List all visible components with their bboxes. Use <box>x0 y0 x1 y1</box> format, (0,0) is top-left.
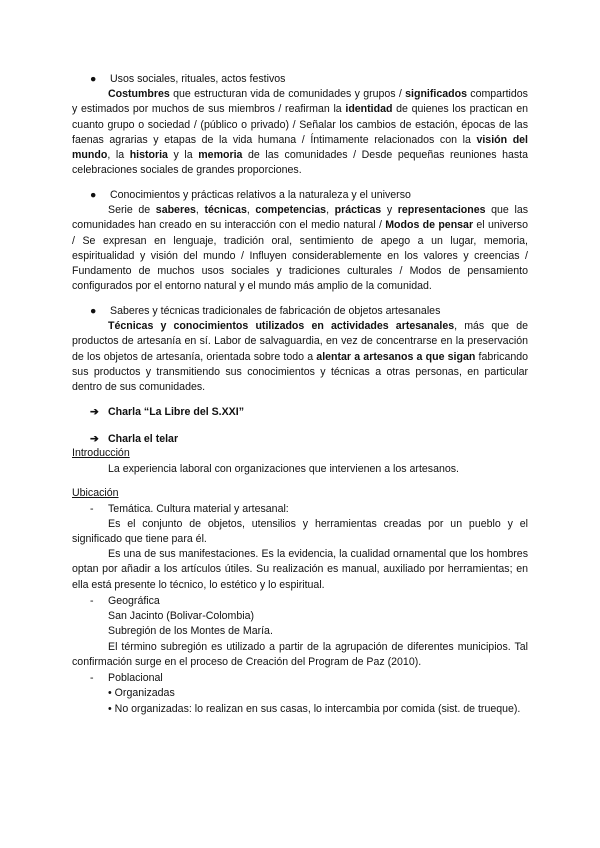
bullet-icon: ● <box>90 189 97 201</box>
heading-ubicacion: Ubicación <box>72 487 119 499</box>
emphasis-text: Técnicas y conocimientos utilizados en actividades artesanales <box>108 320 455 332</box>
emphasis-text: competencias <box>255 204 327 216</box>
paragraph-conocimientos <box>72 203 528 295</box>
body-text: Serie de <box>108 204 156 216</box>
body-text: , la <box>107 149 130 162</box>
emphasis-text: representaciones <box>397 204 486 216</box>
emphasis-text: saberes <box>155 204 196 216</box>
bullet-text: Conocimientos y prácticas relativos a la naturaleza y el universo <box>110 189 411 201</box>
body-text: y <box>381 204 398 216</box>
geografica-line-1: San Jacinto (Bolivar-Colombia) <box>108 610 255 622</box>
introduccion-text: La experiencia laboral con organizaciones que intervienen a los artesanos. <box>108 463 459 475</box>
body-text: que las comunidades han creado en su interacción con el medio natural / <box>72 204 529 232</box>
emphasis-text: visión del mundo <box>72 133 528 162</box>
emphasis-text: Costumbres <box>108 88 170 100</box>
tematica-paragraph-2: Es una de sus manifestaciones. Es la evidencia, la cualidad ornamental que los hombres optan por añadir a los artículos útiles. Su realización es manual, auxiliado por herramientas; en ella está presente lo técnico, lo estético y lo espiritual. <box>72 548 528 591</box>
emphasis-text: Modos de pensar <box>385 219 474 232</box>
paragraph-saberes-tecnicas <box>72 319 528 395</box>
dash-icon: - <box>90 503 94 515</box>
emphasis-text: memoria <box>198 149 243 162</box>
body-text: , más que de productos de artesanía en sí. Labor de salvaguardia, en vez de concentrarse en la preservación de los objetos de artesanía, orientada sobre todo a <box>72 320 528 363</box>
body-text: compartidos y estimados por muchos de sus miembros / reafirman la <box>72 88 528 116</box>
arrow-right-icon: ➔ <box>90 406 99 418</box>
emphasis-text: historia <box>129 149 168 162</box>
bullet-item-saberes-tecnicas <box>90 304 440 319</box>
emphasis-text: prácticas <box>334 204 382 216</box>
emphasis-text: identidad <box>345 103 393 116</box>
list-item-poblacional: - Poblacional <box>90 672 163 684</box>
tematica-paragraph-1: Es el conjunto de objetos, utensilios y herramientas creadas por un pueblo y el significado que tiene para él. <box>72 518 528 546</box>
dash-icon: - <box>90 595 94 607</box>
paragraph-usos-sociales <box>72 87 528 179</box>
small-bullet-icon: • <box>108 687 112 699</box>
bullet-text: Saberes y técnicas tradicionales de fabricación de objetos artesanales <box>110 305 441 317</box>
body-text: de quienes los practican en cuanto grupo o sociedad / (público o privado) / Señalar los cambios de estación, épocas de las faenas agrarias y etapas de la vida humana / Íntimamente relacionados con la <box>72 103 529 146</box>
body-text: de las comunidades / Desde pequeñas reuniones hasta celebraciones sociales de grandes proporciones. <box>72 149 529 177</box>
heading-charla-telar: ➔ Charla el telar <box>90 433 179 445</box>
poblacional-item-no-organizadas: • No organizadas: lo realizan en sus casas, lo intercambia por comida (sist. de trueque). <box>108 703 521 715</box>
poblacional-item-organizadas: • Organizadas <box>108 687 175 699</box>
body-text: , <box>195 204 205 216</box>
bullet-item-usos-sociales <box>90 72 285 87</box>
emphasis-text: técnicas <box>204 204 247 216</box>
bullet-item-conocimientos <box>90 188 411 203</box>
list-item-geografica: - Geográfica <box>90 595 160 607</box>
heading-introduccion: Introducción <box>72 447 130 459</box>
body-text: el universo / Se expresan en lenguaje, tradición oral, sentimiento de apego a un lugar, memoria, espiritualidad y visión del mundo / Influyen considerablemente en los valores y creencias / Fundamento de muchos usos sociales y tradiciones culturales / Modos de pensamiento configurados por el entorno natural y el mundo más amplio de la comunidad. <box>72 219 528 293</box>
body-text: fabricando sus productos y transmitiendo sus conocimientos y técnicas a otras personas, en particular dentro de sus comunidades. <box>72 350 529 394</box>
body-text: , <box>246 204 256 216</box>
bullet-text: Usos sociales, rituales, actos festivos <box>110 73 286 85</box>
dash-icon: - <box>90 672 94 684</box>
geografica-paragraph: El término subregión es utilizado a partir de la agrupación de diferentes municipios. Tal confirmación surge en el proceso de Creación del Program de Paz (2010). <box>72 641 528 669</box>
body-text: , <box>326 204 335 216</box>
geografica-line-2: Subregión de los Montes de María. <box>108 625 273 637</box>
bullet-icon: ● <box>90 305 97 317</box>
bullet-icon: ● <box>90 73 97 85</box>
small-bullet-icon: • <box>108 703 112 715</box>
body-text: que estructuran vida de comunidades y grupos / <box>169 88 406 100</box>
arrow-right-icon: ➔ <box>90 433 99 445</box>
emphasis-text: alentar a artesanos a que sigan <box>316 350 476 363</box>
list-item-tematica: - Temática. Cultura material y artesanal: <box>90 503 289 515</box>
heading-charla-libre: ➔ Charla “La Libre del S.XXI” <box>90 406 244 418</box>
emphasis-text: significados <box>405 88 467 100</box>
body-text: y la <box>167 149 199 162</box>
